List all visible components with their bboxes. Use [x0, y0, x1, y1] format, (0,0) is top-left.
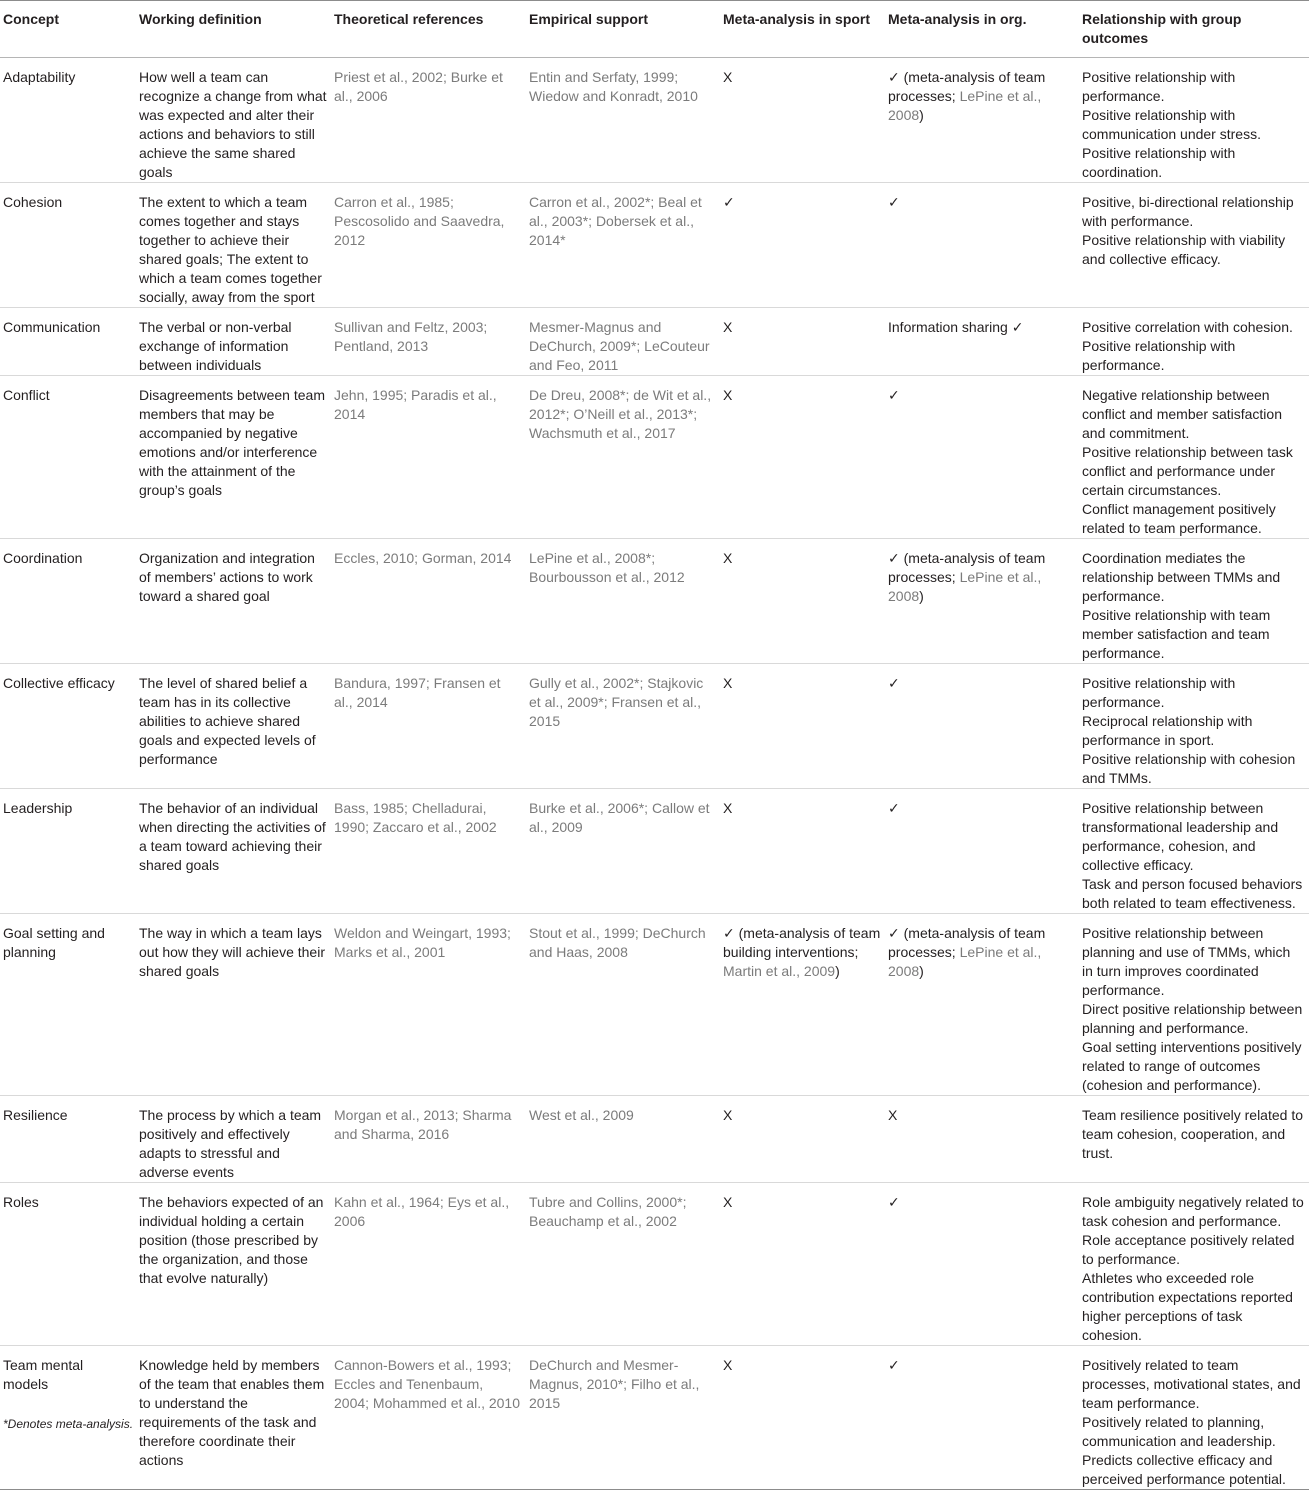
cell-working-definition: The behaviors expected of an individual holding a certain position (those prescribed by the organization, and those that evolve naturally): [139, 1194, 324, 1286]
cell-meta-analysis-sport: X: [723, 1107, 733, 1123]
cell-concept: Leadership: [3, 800, 73, 816]
cell-text: ✓ (meta-analysis of team processes;: [888, 925, 1046, 960]
cell-meta-analysis-sport: X: [723, 550, 733, 566]
cell-meta-analysis-sport: X: [723, 675, 733, 691]
cell-theoretical-references: Bandura, 1997; Fransen et al., 2014: [334, 675, 501, 710]
table-row: [0, 789, 1309, 914]
outcome-line: Positive relationship between transformational leadership and performance, cohesion, and collective efficacy.: [1082, 800, 1279, 873]
citation: LePine et al., 2008: [888, 569, 1042, 604]
outcome-line: Reciprocal relationship with performance in sport.: [1082, 713, 1253, 748]
cell-concept: Collective efficacy: [3, 675, 115, 691]
header-meta-analysis-sport: Meta-analysis in sport: [723, 11, 871, 27]
cell-meta-analysis-org: [885, 789, 1079, 914]
citation: LePine et al., 2008: [888, 88, 1042, 123]
table-row: [0, 308, 1309, 376]
cell-empirical-support: LePine et al., 2008*; Bourbousson et al., 2012: [529, 550, 685, 585]
cell-working-definition: The process by which a team positively and effectively adapts to stressful and adverse events: [139, 1107, 322, 1180]
cell-meta-analysis-sport: [720, 914, 885, 1096]
header-working-definition: Working definition: [139, 11, 262, 27]
cell-theoretical-references: Priest et al., 2002; Burke et al., 2006: [334, 69, 503, 104]
cell-meta-analysis-org: [885, 183, 1079, 308]
cell-meta-analysis-org: [885, 1096, 1079, 1183]
header-theoretical-references: Theoretical references: [334, 11, 484, 27]
cell-meta-analysis-org: [885, 914, 1079, 1096]
cell-meta-analysis-sport: X: [723, 387, 733, 403]
cell-concept: Resilience: [3, 1107, 68, 1123]
cell-working-definition: The behavior of an individual when directing the activities of a team toward achieving their shared goals: [139, 800, 326, 873]
cell-empirical-support: Tubre and Collins, 2000*; Beauchamp et al., 2002: [529, 1194, 687, 1229]
cell-group-outcomes: [1079, 914, 1309, 1096]
cell-text: ): [835, 963, 840, 979]
cell-meta-analysis-sport: X: [723, 1357, 733, 1373]
table-row: [0, 58, 1309, 183]
table-row: [0, 1183, 1309, 1346]
cell-text: ✓: [888, 194, 900, 210]
cell-theoretical-references: Kahn et al., 1964; Eys et al., 2006: [334, 1194, 510, 1229]
cell-empirical-support: Burke et al., 2006*; Callow et al., 2009: [529, 800, 710, 835]
cell-text: ): [919, 588, 924, 604]
cell-meta-analysis-org: [885, 539, 1079, 664]
cell-empirical-support: West et al., 2009: [529, 1107, 634, 1123]
cell-meta-analysis-sport: X: [723, 800, 733, 816]
header-concept: Concept: [3, 11, 59, 27]
cell-concept: Cohesion: [3, 194, 63, 210]
cell-working-definition: Knowledge held by members of the team that enables them to understand the requirements of the task and therefore coordinate their actions: [139, 1357, 325, 1468]
cell-concept: Coordination: [3, 550, 83, 566]
cell-theoretical-references: Cannon-Bowers et al., 1993; Eccles and Tenenbaum, 2004; Mohammed et al., 2010: [334, 1357, 521, 1411]
outcome-line: Positive relationship with team member satisfaction and team performance.: [1082, 607, 1271, 661]
cell-working-definition: How well a team can recognize a change from what was expected and alter their actions and behaviors to still achieve the same shared goals: [139, 69, 327, 180]
outcome-line: Positive correlation with cohesion.: [1082, 319, 1293, 335]
outcome-line: Positive relationship with viability and collective efficacy.: [1082, 232, 1286, 267]
table-row: [0, 539, 1309, 664]
cell-group-outcomes: [1079, 789, 1309, 914]
outcome-line: Role ambiguity negatively related to task cohesion and performance.: [1082, 1194, 1304, 1229]
cell-text: ✓: [888, 800, 900, 816]
cell-working-definition: The way in which a team lays out how they will achieve their shared goals: [139, 925, 325, 979]
outcome-line: Negative relationship between conflict and member satisfaction and commitment.: [1082, 387, 1282, 441]
cell-group-outcomes: [1079, 1346, 1309, 1490]
cell-text: ✓ (meta-analysis of team processes;: [888, 550, 1046, 585]
table-row: [0, 664, 1309, 789]
cell-text: ): [919, 107, 924, 123]
outcome-line: Conflict management positively related to team performance.: [1082, 501, 1276, 536]
cell-meta-analysis-sport: X: [723, 1194, 733, 1210]
table-header: [0, 1, 1309, 58]
table-row: [0, 376, 1309, 539]
cell-meta-analysis-org: [885, 1346, 1079, 1490]
outcome-line: Predicts collective efficacy and perceived performance potential.: [1082, 1452, 1286, 1487]
outcome-line: Goal setting interventions positively related to range of outcomes (cohesion and performance).: [1082, 1039, 1302, 1093]
cell-theoretical-references: Sullivan and Feltz, 2003; Pentland, 2013: [334, 319, 488, 354]
cell-theoretical-references: Jehn, 1995; Paradis et al., 2014: [334, 387, 497, 422]
cell-group-outcomes: [1079, 376, 1309, 539]
cell-text: ): [919, 963, 924, 979]
cell-working-definition: The extent to which a team comes together and stays together to achieve their shared goals; The extent to which a team comes together socially, away from the sport: [139, 194, 322, 305]
cell-text: ✓ (meta-analysis of team processes;: [888, 69, 1046, 104]
outcome-line: Team resilience positively related to team cohesion, cooperation, and trust.: [1082, 1107, 1303, 1161]
outcome-line: Positive relationship between planning and use of TMMs, which in turn improves coordinated performance.: [1082, 925, 1291, 998]
citation: LePine et al., 2008: [888, 944, 1042, 979]
outcome-line: Positive relationship with performance.: [1082, 338, 1236, 373]
table-row: [0, 1096, 1309, 1183]
cell-text: ✓: [888, 1357, 900, 1373]
cell-group-outcomes: [1079, 183, 1309, 308]
cell-working-definition: Organization and integration of members’ actions to work toward a shared goal: [139, 550, 315, 604]
table-footnote: *Denotes meta-analysis.: [3, 1417, 134, 1431]
cell-text: Information sharing ✓: [888, 319, 1024, 335]
cell-group-outcomes: [1079, 1096, 1309, 1183]
cell-concept: Goal setting and planning: [3, 925, 105, 960]
cell-concept: Team mental models: [3, 1357, 84, 1392]
cell-group-outcomes: [1079, 1183, 1309, 1346]
outcome-line: Positive relationship with cohesion and TMMs.: [1082, 751, 1296, 786]
outcome-line: Task and person focused behaviors both related to team effectiveness.: [1082, 876, 1303, 911]
cell-working-definition: Disagreements between team members that may be accompanied by negative emotions and/or interference with the attainment of the group’s goals: [139, 387, 325, 498]
cell-empirical-support: De Dreu, 2008*; de Wit et al., 2012*; O’Neill et al., 2013*; Wachsmuth et al., 2017: [529, 387, 712, 441]
outcome-line: Positive relationship between task conflict and performance under certain circumstances.: [1082, 444, 1293, 498]
table-row: [0, 1346, 1309, 1490]
table-row: [0, 914, 1309, 1096]
outcome-line: Positive relationship with performance.: [1082, 675, 1236, 710]
outcome-line: Positively related to planning, communication and leadership.: [1082, 1414, 1276, 1449]
outcome-line: Positive, bi-directional relationship with performance.: [1082, 194, 1294, 229]
outcome-line: Role acceptance positively related to performance.: [1082, 1232, 1295, 1267]
cell-theoretical-references: Weldon and Weingart, 1993; Marks et al., 2001: [334, 925, 511, 960]
cell-meta-analysis-sport: X: [723, 69, 733, 85]
outcome-line: Positively related to team processes, motivational states, and team performance.: [1082, 1357, 1301, 1411]
cell-empirical-support: Carron et al., 2002*; Beal et al., 2003*; Dobersek et al., 2014*: [529, 194, 702, 248]
cell-text: ✓ (meta-analysis of team building interventions;: [723, 925, 881, 960]
cell-theoretical-references: Bass, 1985; Chelladurai, 1990; Zaccaro et al., 2002: [334, 800, 497, 835]
header-meta-analysis-org: Meta-analysis in org.: [888, 11, 1027, 27]
cell-empirical-support: Gully et al., 2002*; Stajkovic et al., 2009*; Fransen et al., 2015: [529, 675, 704, 729]
outcome-line: Coordination mediates the relationship between TMMs and performance.: [1082, 550, 1281, 604]
cell-theoretical-references: Carron et al., 1985; Pescosolido and Saavedra, 2012: [334, 194, 505, 248]
table-row: [0, 183, 1309, 308]
outcome-line: Positive relationship with coordination.: [1082, 145, 1236, 180]
citation: Martin et al., 2009: [723, 963, 836, 979]
cell-meta-analysis-sport: X: [723, 319, 733, 335]
cell-group-outcomes: [1079, 539, 1309, 664]
cell-meta-analysis-org: [885, 308, 1079, 376]
cell-group-outcomes: [1079, 58, 1309, 183]
cell-theoretical-references: Eccles, 2010; Gorman, 2014: [334, 550, 512, 566]
outcome-line: Positive relationship with performance.: [1082, 69, 1236, 104]
cell-text: ✓: [888, 675, 900, 691]
cell-working-definition: The level of shared belief a team has in its collective abilities to achieve shared goals and expected levels of performance: [139, 675, 316, 767]
cell-text: ✓: [888, 1194, 900, 1210]
cell-empirical-support: Entin and Serfaty, 1999; Wiedow and Konradt, 2010: [529, 69, 698, 104]
cell-concept: Communication: [3, 319, 101, 335]
cell-text: X: [888, 1107, 898, 1123]
cell-concept: Conflict: [3, 387, 50, 403]
cell-empirical-support: Stout et al., 1999; DeChurch and Haas, 2008: [529, 925, 706, 960]
cell-meta-analysis-org: [885, 664, 1079, 789]
outcome-line: Positive relationship with communication under stress.: [1082, 107, 1261, 142]
cell-concept: Adaptability: [3, 69, 76, 85]
cell-meta-analysis-org: [885, 1183, 1079, 1346]
header-empirical-support: Empirical support: [529, 11, 649, 27]
outcome-line: Direct positive relationship between planning and performance.: [1082, 1001, 1303, 1036]
cell-empirical-support: DeChurch and Mesmer-Magnus, 2010*; Filho et al., 2015: [529, 1357, 700, 1411]
cell-theoretical-references: Morgan et al., 2013; Sharma and Sharma, 2016: [334, 1107, 512, 1142]
header-group-outcomes: Relationship with group outcomes: [1082, 11, 1242, 46]
cell-meta-analysis-org: [885, 58, 1079, 183]
cell-text: ✓: [888, 387, 900, 403]
cell-empirical-support: Mesmer-Magnus and DeChurch, 2009*; LeCouteur and Feo, 2011: [529, 319, 710, 373]
header-row: [0, 1, 1309, 58]
cell-meta-analysis-org: [885, 376, 1079, 539]
outcome-line: Athletes who exceeded role contribution expectations reported higher perceptions of task cohesion.: [1082, 1270, 1293, 1343]
table-body: [0, 58, 1309, 1490]
cell-working-definition: The verbal or non-verbal exchange of information between individuals: [139, 319, 292, 373]
cell-concept: Roles: [3, 1194, 39, 1210]
cell-meta-analysis-sport: ✓: [723, 194, 735, 210]
cell-group-outcomes: [1079, 664, 1309, 789]
cell-group-outcomes: [1079, 308, 1309, 376]
